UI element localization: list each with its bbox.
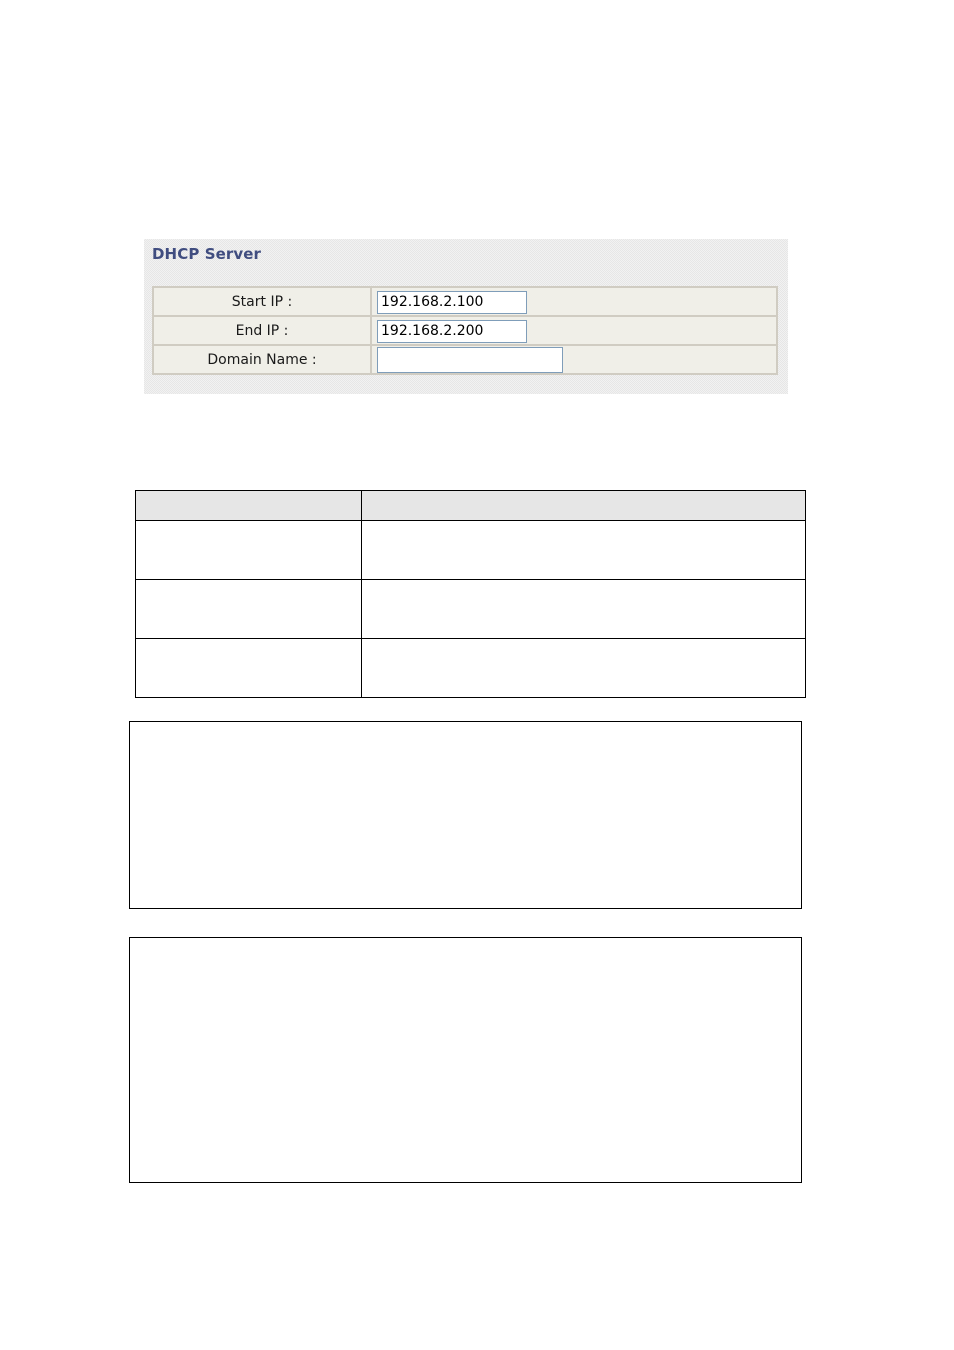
table-cell (362, 580, 806, 639)
domain-name-cell (371, 345, 777, 374)
start-ip-label: Start IP : (153, 287, 371, 316)
start-ip-row (153, 287, 777, 316)
dhcp-server-title: DHCP Server (152, 245, 262, 263)
domain-name-label: Domain Name : (153, 345, 371, 374)
header-cell-description (362, 491, 806, 521)
end-ip-input[interactable] (377, 320, 527, 343)
description-table-header (136, 491, 806, 521)
table-row (136, 521, 806, 580)
end-ip-cell (371, 316, 777, 345)
note-box (129, 937, 802, 1183)
domain-name-input[interactable] (377, 347, 563, 373)
domain-name-row (153, 345, 777, 374)
start-ip-input[interactable] (377, 291, 527, 314)
start-ip-cell (371, 287, 777, 316)
end-ip-label: End IP : (153, 316, 371, 345)
header-cell-item (136, 491, 362, 521)
table-row (136, 639, 806, 698)
table-cell (136, 580, 362, 639)
dhcp-settings-table (152, 286, 778, 375)
description-table (135, 490, 806, 698)
dhcp-server-panel (144, 239, 788, 394)
end-ip-row (153, 316, 777, 345)
table-row (136, 580, 806, 639)
note-box (129, 721, 802, 909)
table-cell (362, 521, 806, 580)
table-cell (136, 521, 362, 580)
table-cell (362, 639, 806, 698)
table-cell (136, 639, 362, 698)
